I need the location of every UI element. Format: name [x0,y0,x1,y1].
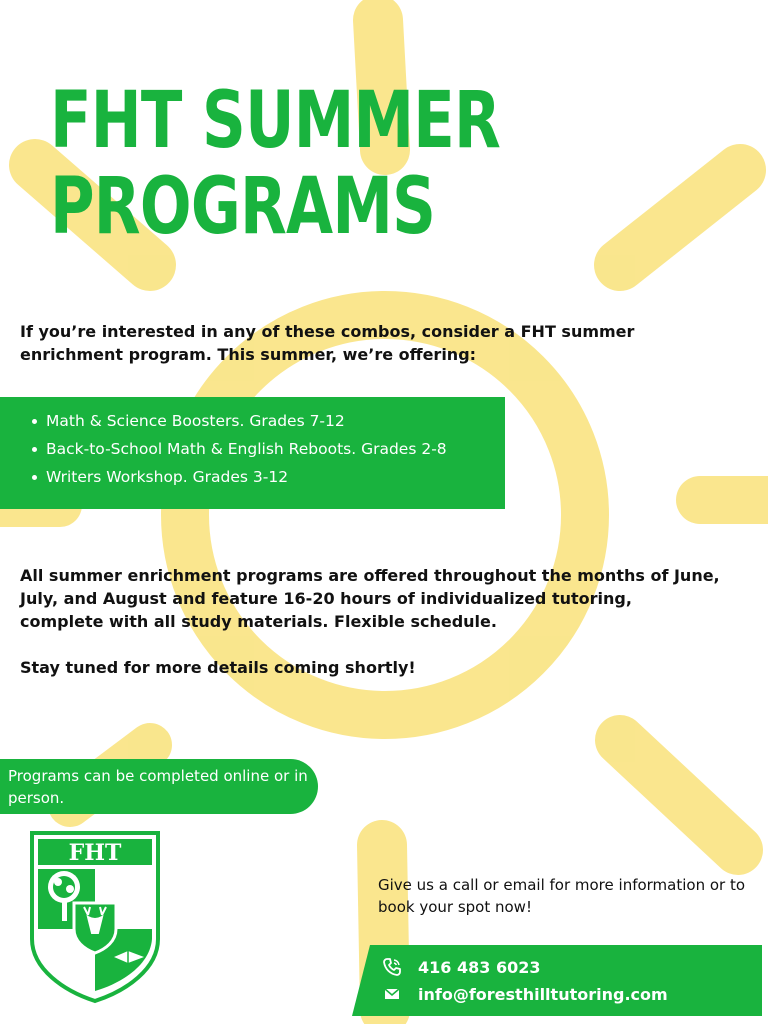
email-contact[interactable] [382,981,668,1007]
fht-crest-logo [28,829,162,1004]
crest-text: FHT [68,840,122,866]
phone-contact[interactable] [382,954,540,980]
online-note-text: Programs can be completed online or in person. [8,767,308,807]
title-line-2: PROGRAMS [50,162,436,252]
program-item-math-science: Math & Science Boosters. Grades 7-12 [46,407,505,435]
program-item-back-to-school: Back-to-School Math & English Reboots. Grades 2-8 [46,435,505,463]
email-address[interactable]: info@foresthilltutoring.com [418,984,668,1004]
programs-list-box [0,397,505,509]
page-title [50,78,500,250]
contact-banner [352,945,762,1016]
online-note-banner [0,759,318,814]
call-to-action-text: Give us a call or email for more information or to book your spot now! [378,876,746,916]
program-item-writers-workshop: Writers Workshop. Grades 3-12 [46,463,505,491]
intro-text: If you’re interested in any of these combos, consider a FHT summer enrichment program. This summer, we’re offering: [20,322,635,364]
envelope-icon [382,984,402,1004]
phone-number[interactable]: 416 483 6023 [418,957,541,977]
phone-icon [382,957,402,977]
stay-tuned-text: Stay tuned for more details coming shortly! [20,658,416,677]
title-line-1: FHT SUMMER [50,76,501,166]
programs-list [0,397,505,491]
program-details-text: All summer enrichment programs are offered throughout the months of June, July, and August and feature 16-20 hours of individualized tutoring, complete with all study materials. Flexible schedule. [20,566,720,631]
